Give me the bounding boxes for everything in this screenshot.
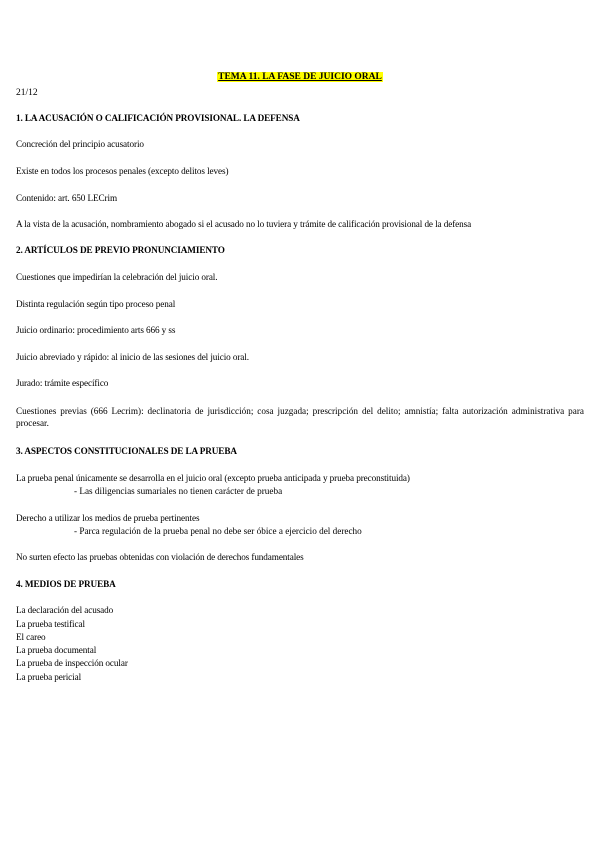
section-3-subpoint: - Las diligencias sumariales no tienen carácter de prueba <box>74 486 283 496</box>
section-3-paragraph: No surten efecto las pruebas obtenidas con violación de derechos fundamentales <box>16 552 304 562</box>
section-3-heading: 3. ASPECTOS CONSTITUCIONALES DE LA PRUEBA <box>16 446 237 456</box>
section-1-line: Contenido: art. 650 LECrim <box>16 193 118 203</box>
list-item: La prueba de inspección ocular <box>16 658 128 668</box>
section-1-heading: 1. LA ACUSACIÓN O CALIFICACIÓN PROVISIONAL. LA DEFENSA <box>16 113 300 123</box>
document-date: 21/12 <box>16 88 38 98</box>
section-2-line: Cuestiones que impedirían la celebración del juicio oral. <box>16 272 218 282</box>
section-1-line: Concreción del principio acusatorio <box>16 139 144 149</box>
section-2-line: Distinta regulación según tipo proceso penal <box>16 299 176 309</box>
section-2-line: Jurado: trámite específico <box>16 378 109 388</box>
section-3-paragraph: La prueba penal únicamente se desarrolla en el juicio oral (excepto prueba anticipada y prueba preconstituida) <box>16 473 410 483</box>
section-1-line: A la vista de la acusación, nombramiento abogado si el acusado no lo tuviera y trámite de calificación provisional de la defensa <box>16 219 472 229</box>
list-item: El careo <box>16 632 46 642</box>
list-item: La prueba pericial <box>16 672 82 682</box>
section-3-subpoint: - Parca regulación de la prueba penal no debe ser óbice a ejercicio del derecho <box>74 526 362 536</box>
list-item: La declaración del acusado <box>16 605 114 615</box>
section-4-heading: 4. MEDIOS DE PRUEBA <box>16 579 116 589</box>
section-2-heading: 2. ARTÍCULOS DE PREVIO PRONUNCIAMIENTO <box>16 245 225 255</box>
list-item: La prueba testifical <box>16 619 85 629</box>
section-1-line: Existe en todos los procesos penales (excepto delitos leves) <box>16 166 229 176</box>
document-title: TEMA 11. LA FASE DE JUICIO ORAL <box>218 72 382 82</box>
section-3-paragraph: Derecho a utilizar los medios de prueba pertinentes <box>16 513 200 523</box>
section-2-line: Juicio abreviado y rápido: al inicio de las sesiones del juicio oral. <box>16 352 249 362</box>
list-item: La prueba documental <box>16 645 97 655</box>
section-2-paragraph: Cuestiones previas (666 Lecrim): declinatoria de jurisdicción; cosa juzgada; prescripción del delito; amnistía; falta autorización administrativa para procesar. <box>16 406 584 428</box>
section-2-line: Juicio ordinario: procedimiento arts 666 y ss <box>16 325 176 335</box>
